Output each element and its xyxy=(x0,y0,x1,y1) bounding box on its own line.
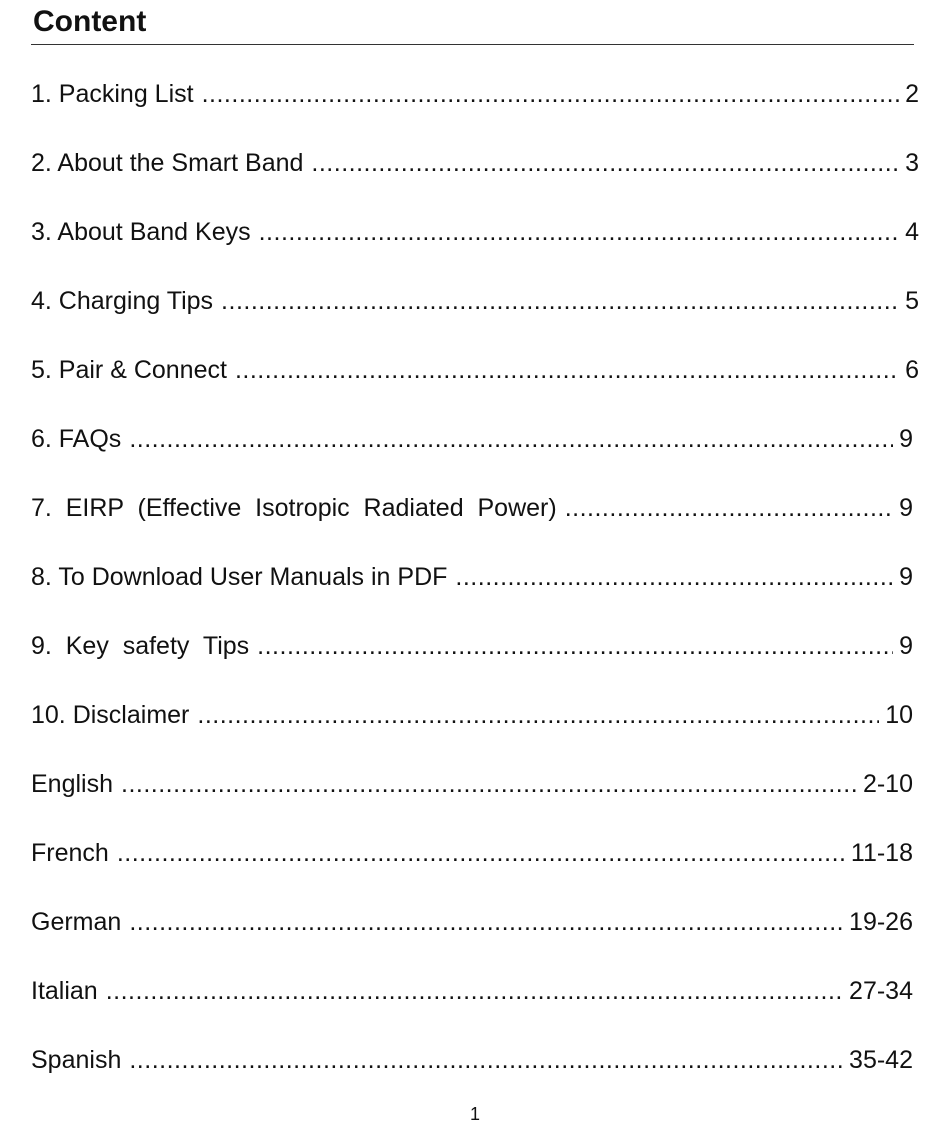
toc-entry-page: 27-34 xyxy=(849,977,913,1005)
toc-entry-label: Spanish xyxy=(31,1046,122,1074)
title-divider xyxy=(31,44,914,45)
toc-entry-french xyxy=(31,835,919,904)
dot-leader xyxy=(565,490,893,526)
toc-entry-pair-connect xyxy=(31,352,919,421)
toc-entry-page: 9 xyxy=(899,632,913,660)
toc-entry-label: Italian xyxy=(31,977,98,1005)
toc-entry-disclaimer xyxy=(31,697,919,766)
dot-leader xyxy=(129,904,843,940)
dot-leader xyxy=(129,421,893,457)
toc-entry-label: French xyxy=(31,839,109,867)
toc-entry-label: 4. Charging Tips xyxy=(31,287,214,315)
toc-entry-page: 2 xyxy=(905,80,919,108)
toc-entry-page: 3 xyxy=(905,149,919,177)
toc-entry-label: German xyxy=(31,908,122,936)
toc-entry-english xyxy=(31,766,919,835)
toc-entry-label: 2. About the Smart Band xyxy=(31,149,304,177)
page-number: 1 xyxy=(469,1104,480,1124)
toc-entry-label: 9. Key safety Tips xyxy=(31,632,250,660)
page-title: Content xyxy=(33,5,147,38)
toc-entry-page: 9 xyxy=(899,494,913,522)
toc-entry-eirp xyxy=(31,490,919,559)
toc-entry-about-smart-band xyxy=(31,145,919,214)
dot-leader xyxy=(259,214,899,250)
toc-entry-label: 8. To Download User Manuals in PDF xyxy=(31,563,448,591)
toc-entry-key-safety-tips xyxy=(31,628,919,697)
toc-entry-label: 10. Disclaimer xyxy=(31,701,190,729)
toc-entry-label: 5. Pair & Connect xyxy=(31,356,227,384)
dot-leader xyxy=(311,145,899,181)
dot-leader xyxy=(121,766,857,802)
toc-entry-page: 5 xyxy=(905,287,919,315)
dot-leader xyxy=(129,1042,843,1078)
toc-entry-page: 35-42 xyxy=(849,1046,913,1074)
toc-entry-spanish xyxy=(31,1042,919,1111)
toc-entry-label: English xyxy=(31,770,113,798)
dot-leader xyxy=(117,835,845,871)
toc-entry-label: 1. Packing List xyxy=(31,80,194,108)
toc-entry-page: 9 xyxy=(899,425,913,453)
toc-entry-page: 11-18 xyxy=(850,839,913,867)
toc-entry-label: 6. FAQs xyxy=(31,425,122,453)
toc-entry-page: 6 xyxy=(905,356,919,384)
toc-entry-label: 3. About Band Keys xyxy=(31,218,251,246)
toc-entry-download-manuals xyxy=(31,559,919,628)
dot-leader xyxy=(235,352,899,388)
toc-entry-page: 10 xyxy=(885,701,913,729)
toc-entry-page: 2-10 xyxy=(862,770,913,798)
dot-leader xyxy=(221,283,899,319)
toc-entry-about-band-keys xyxy=(31,214,919,283)
dot-leader xyxy=(106,973,843,1009)
dot-leader xyxy=(257,628,893,664)
toc-entry-german xyxy=(31,904,919,973)
table-of-contents xyxy=(31,76,919,1111)
toc-entry-faqs xyxy=(31,421,919,490)
toc-entry-charging-tips xyxy=(31,283,919,352)
dot-leader xyxy=(197,697,879,733)
dot-leader xyxy=(455,559,893,595)
toc-entry-label: 7. EIRP (Effective Isotropic Radiated Power) xyxy=(31,494,557,522)
dot-leader xyxy=(202,76,900,112)
toc-entry-packing-list xyxy=(31,76,919,145)
toc-entry-page: 9 xyxy=(899,563,913,591)
toc-entry-page: 19-26 xyxy=(849,908,913,936)
toc-entry-page: 4 xyxy=(905,218,919,246)
toc-entry-italian xyxy=(31,973,919,1042)
